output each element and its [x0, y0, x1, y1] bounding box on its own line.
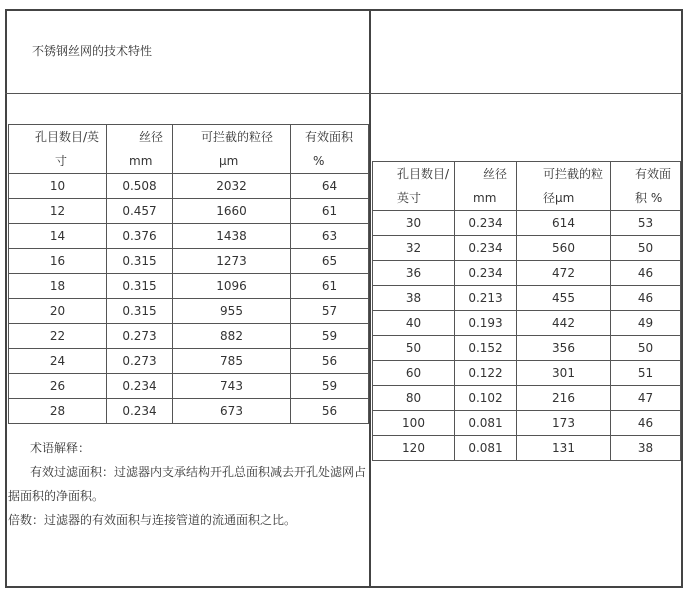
cell-wire-diameter: 0.273 — [107, 324, 173, 349]
cell-wire-diameter: 0.213 — [455, 286, 517, 311]
cell-wire-diameter: 0.081 — [455, 436, 517, 461]
cell-effective-area: 63 — [291, 224, 369, 249]
right-table-body — [373, 211, 681, 461]
cell-effective-area: 46 — [611, 286, 681, 311]
cell-effective-area: 57 — [291, 299, 369, 324]
header-wire-diameter: 丝径 mm — [107, 125, 173, 174]
cell-wire-diameter: 0.273 — [107, 349, 173, 374]
cell-wire-diameter: 0.457 — [107, 199, 173, 224]
cell-particle-size: 442 — [517, 311, 611, 336]
table-row — [373, 236, 681, 261]
table-row — [373, 411, 681, 436]
cell-wire-diameter: 0.315 — [107, 274, 173, 299]
cell-particle-size: 455 — [517, 286, 611, 311]
right-title-divider — [370, 93, 683, 94]
cell-effective-area: 50 — [611, 236, 681, 261]
cell-particle-size: 560 — [517, 236, 611, 261]
table-row — [9, 374, 369, 399]
cell-particle-size: 614 — [517, 211, 611, 236]
cell-mesh: 26 — [9, 374, 107, 399]
cell-effective-area: 59 — [291, 374, 369, 399]
cell-mesh: 10 — [9, 174, 107, 199]
cell-wire-diameter: 0.315 — [107, 299, 173, 324]
cell-particle-size: 1096 — [173, 274, 291, 299]
cell-wire-diameter: 0.234 — [107, 374, 173, 399]
cell-mesh: 20 — [9, 299, 107, 324]
cell-effective-area: 56 — [291, 399, 369, 424]
cell-effective-area: 64 — [291, 174, 369, 199]
header-effective-area: 有效面积 % — [291, 125, 369, 174]
cell-particle-size: 216 — [517, 386, 611, 411]
cell-mesh: 12 — [9, 199, 107, 224]
table-row — [9, 274, 369, 299]
cell-mesh: 120 — [373, 436, 455, 461]
cell-effective-area: 51 — [611, 361, 681, 386]
cell-particle-size: 785 — [173, 349, 291, 374]
table-header-row — [373, 162, 681, 211]
table-row — [9, 199, 369, 224]
cell-mesh: 50 — [373, 336, 455, 361]
table-header-row — [9, 125, 369, 174]
cell-particle-size: 955 — [173, 299, 291, 324]
cell-mesh: 32 — [373, 236, 455, 261]
notes-line-2: 据面积的净面积。 — [8, 489, 105, 503]
left-spec-table — [8, 124, 369, 424]
cell-effective-area: 46 — [611, 261, 681, 286]
cell-wire-diameter: 0.102 — [455, 386, 517, 411]
table-row — [373, 361, 681, 386]
cell-wire-diameter: 0.376 — [107, 224, 173, 249]
cell-wire-diameter: 0.234 — [107, 399, 173, 424]
cell-mesh: 30 — [373, 211, 455, 236]
cell-effective-area: 56 — [291, 349, 369, 374]
header-effective-area: 有效面 积 % — [611, 162, 681, 211]
cell-mesh: 38 — [373, 286, 455, 311]
cell-particle-size: 356 — [517, 336, 611, 361]
cell-particle-size: 743 — [173, 374, 291, 399]
header-particle-size: 可拦截的粒径 μm — [173, 125, 291, 174]
cell-effective-area: 59 — [291, 324, 369, 349]
cell-mesh: 80 — [373, 386, 455, 411]
header-mesh: 孔目数目/ 英寸 — [373, 162, 455, 211]
table-row — [373, 336, 681, 361]
cell-particle-size: 173 — [517, 411, 611, 436]
cell-particle-size: 2032 — [173, 174, 291, 199]
cell-wire-diameter: 0.508 — [107, 174, 173, 199]
cell-particle-size: 1438 — [173, 224, 291, 249]
table-row — [9, 224, 369, 249]
cell-mesh: 60 — [373, 361, 455, 386]
cell-wire-diameter: 0.234 — [455, 236, 517, 261]
cell-wire-diameter: 0.315 — [107, 249, 173, 274]
left-table-body — [9, 174, 369, 424]
cell-wire-diameter: 0.193 — [455, 311, 517, 336]
table-row — [373, 311, 681, 336]
cell-effective-area: 49 — [611, 311, 681, 336]
table-row — [373, 211, 681, 236]
left-title-divider — [5, 93, 370, 94]
cell-mesh: 24 — [9, 349, 107, 374]
cell-mesh: 22 — [9, 324, 107, 349]
cell-particle-size: 1660 — [173, 199, 291, 224]
cell-effective-area: 53 — [611, 211, 681, 236]
cell-particle-size: 131 — [517, 436, 611, 461]
table-row — [373, 261, 681, 286]
cell-mesh: 40 — [373, 311, 455, 336]
cell-wire-diameter: 0.152 — [455, 336, 517, 361]
header-particle-size: 可拦截的粒 径μm — [517, 162, 611, 211]
notes-heading: 术语解释： — [30, 441, 91, 455]
cell-mesh: 28 — [9, 399, 107, 424]
header-wire-diameter: 丝径 mm — [455, 162, 517, 211]
cell-mesh: 16 — [9, 249, 107, 274]
cell-effective-area: 38 — [611, 436, 681, 461]
cell-effective-area: 50 — [611, 336, 681, 361]
table-row — [9, 399, 369, 424]
table-row — [9, 299, 369, 324]
cell-wire-diameter: 0.122 — [455, 361, 517, 386]
notes-line-3: 倍数：过滤器的有效面积与连接管道的流通面积之比。 — [8, 513, 297, 527]
cell-effective-area: 61 — [291, 274, 369, 299]
cell-wire-diameter: 0.081 — [455, 411, 517, 436]
table-row — [373, 386, 681, 411]
header-mesh: 孔目数目/英 寸 — [9, 125, 107, 174]
cell-mesh: 18 — [9, 274, 107, 299]
cell-particle-size: 882 — [173, 324, 291, 349]
cell-particle-size: 301 — [517, 361, 611, 386]
cell-particle-size: 1273 — [173, 249, 291, 274]
cell-mesh: 36 — [373, 261, 455, 286]
cell-particle-size: 472 — [517, 261, 611, 286]
terminology-notes — [8, 436, 368, 532]
cell-effective-area: 61 — [291, 199, 369, 224]
cell-effective-area: 46 — [611, 411, 681, 436]
table-row — [373, 286, 681, 311]
page-title: 不锈钢丝网的技术特性 — [32, 44, 153, 58]
table-row — [9, 349, 369, 374]
table-row — [9, 249, 369, 274]
table-row — [373, 436, 681, 461]
cell-wire-diameter: 0.234 — [455, 261, 517, 286]
cell-wire-diameter: 0.234 — [455, 211, 517, 236]
cell-mesh: 100 — [373, 411, 455, 436]
notes-line-1: 有效过滤面积：过滤器内支承结构开孔总面积减去开孔处滤网占 — [30, 465, 367, 479]
cell-particle-size: 673 — [173, 399, 291, 424]
cell-mesh: 14 — [9, 224, 107, 249]
cell-effective-area: 65 — [291, 249, 369, 274]
column-divider — [369, 9, 371, 588]
table-row — [9, 324, 369, 349]
table-row — [9, 174, 369, 199]
cell-effective-area: 47 — [611, 386, 681, 411]
right-spec-table — [372, 161, 681, 461]
